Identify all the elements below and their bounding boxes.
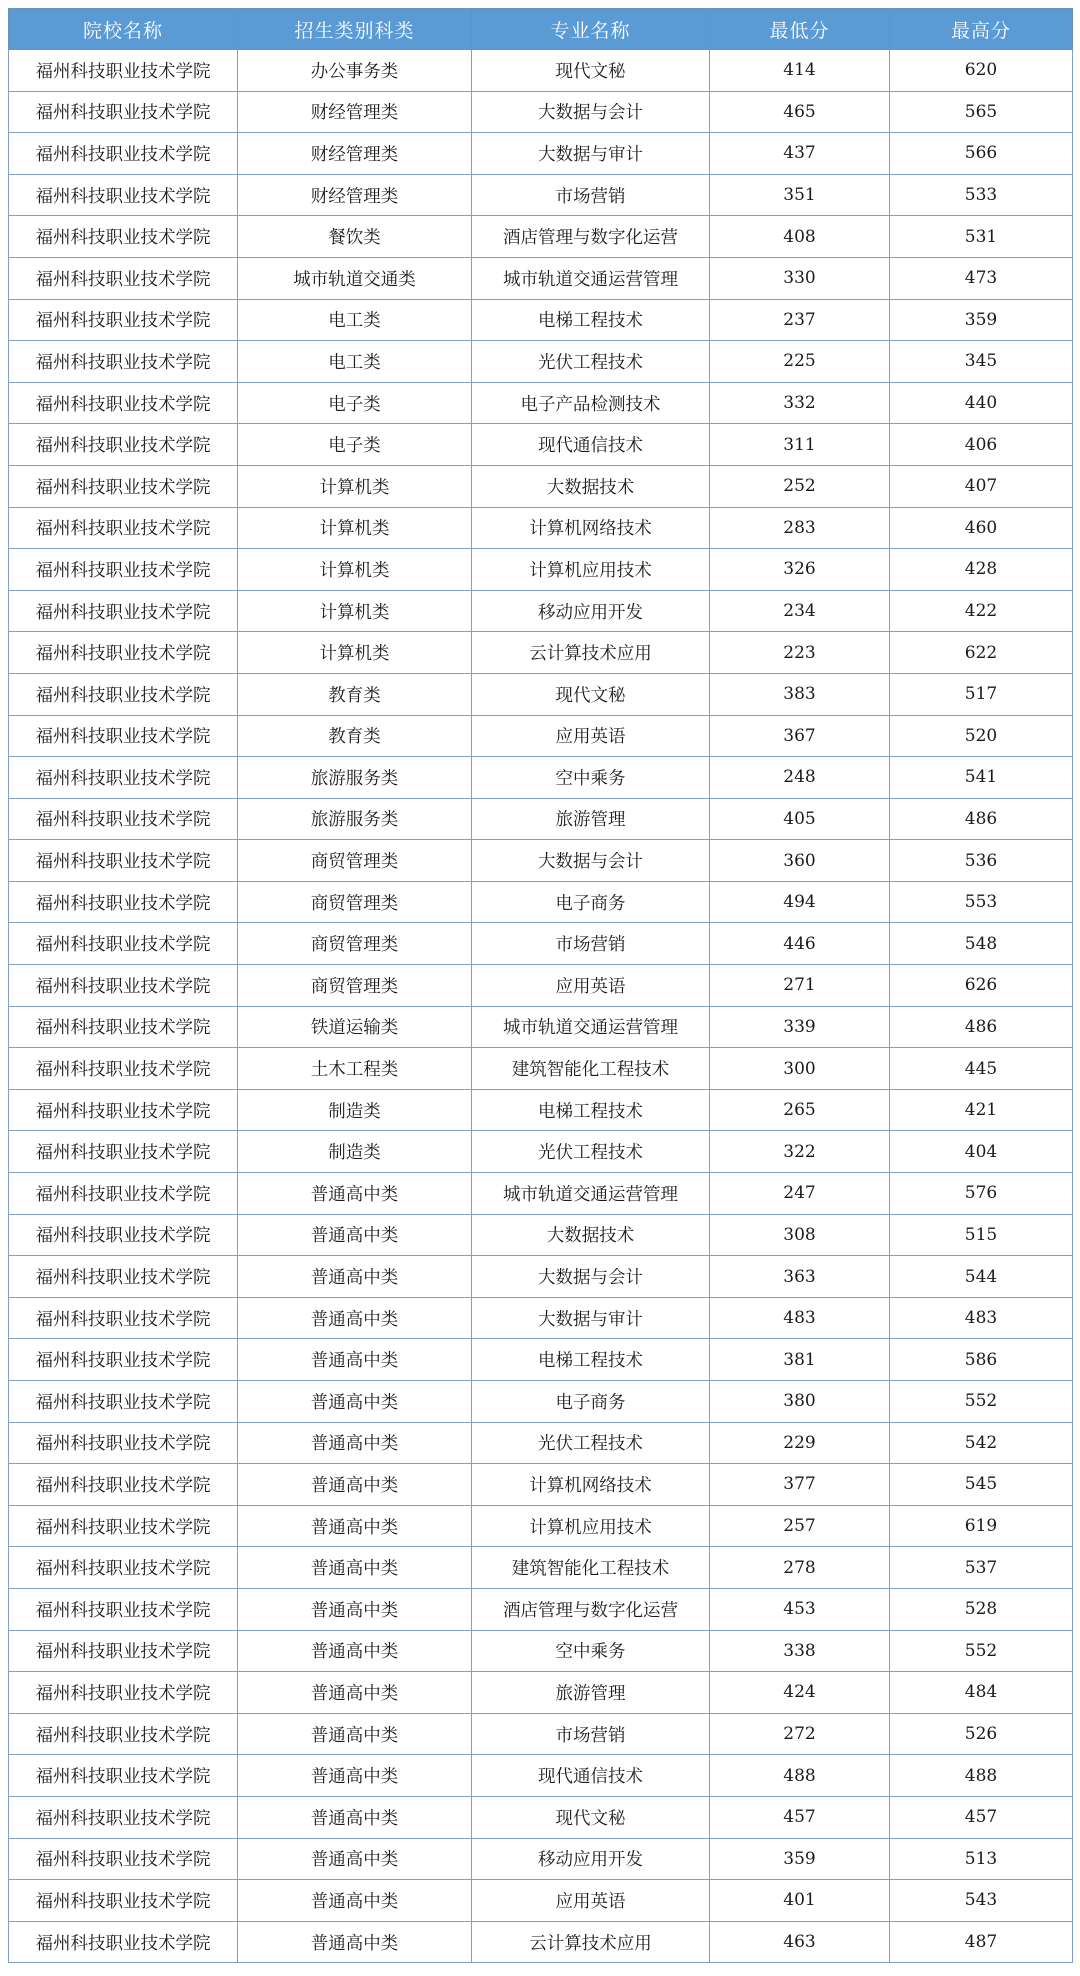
cell-min-score: 414 xyxy=(710,50,890,92)
cell-min-score: 332 xyxy=(710,382,890,424)
cell-max-score: 421 xyxy=(890,1089,1073,1131)
table-row xyxy=(9,1089,1073,1131)
cell-school-name: 福州科技职业技术学院 xyxy=(9,1588,238,1630)
cell-max-score: 526 xyxy=(890,1713,1073,1755)
cell-max-score: 552 xyxy=(890,1630,1073,1672)
cell-admission-category: 普通高中类 xyxy=(238,1214,472,1256)
cell-max-score: 486 xyxy=(890,1006,1073,1048)
cell-min-score: 465 xyxy=(710,91,890,133)
table-row xyxy=(9,1547,1073,1589)
cell-school-name: 福州科技职业技术学院 xyxy=(9,881,238,923)
cell-min-score: 424 xyxy=(710,1672,890,1714)
cell-min-score: 257 xyxy=(710,1505,890,1547)
table-row xyxy=(9,1464,1073,1506)
cell-school-name: 福州科技职业技术学院 xyxy=(9,632,238,674)
cell-major-name: 大数据与会计 xyxy=(472,1256,710,1298)
cell-max-score: 487 xyxy=(890,1921,1073,1963)
cell-max-score: 552 xyxy=(890,1381,1073,1423)
cell-min-score: 359 xyxy=(710,1838,890,1880)
cell-min-score: 308 xyxy=(710,1214,890,1256)
cell-min-score: 494 xyxy=(710,881,890,923)
cell-min-score: 225 xyxy=(710,341,890,383)
cell-school-name: 福州科技职业技术学院 xyxy=(9,1422,238,1464)
cell-min-score: 265 xyxy=(710,1089,890,1131)
cell-school-name: 福州科技职业技术学院 xyxy=(9,965,238,1007)
cell-school-name: 福州科技职业技术学院 xyxy=(9,1630,238,1672)
cell-max-score: 513 xyxy=(890,1838,1073,1880)
cell-max-score: 445 xyxy=(890,1048,1073,1090)
cell-major-name: 大数据与会计 xyxy=(472,91,710,133)
cell-min-score: 360 xyxy=(710,840,890,882)
table-row xyxy=(9,1672,1073,1714)
cell-major-name: 应用英语 xyxy=(472,1880,710,1922)
cell-school-name: 福州科技职业技术学院 xyxy=(9,1131,238,1173)
cell-school-name: 福州科技职业技术学院 xyxy=(9,549,238,591)
cell-admission-category: 普通高中类 xyxy=(238,1381,472,1423)
header-row xyxy=(9,9,1073,50)
cell-min-score: 248 xyxy=(710,757,890,799)
cell-major-name: 大数据技术 xyxy=(472,1214,710,1256)
cell-major-name: 市场营销 xyxy=(472,1713,710,1755)
table-row xyxy=(9,299,1073,341)
cell-min-score: 437 xyxy=(710,133,890,175)
cell-min-score: 380 xyxy=(710,1381,890,1423)
table-row xyxy=(9,757,1073,799)
cell-major-name: 应用英语 xyxy=(472,965,710,1007)
table-row xyxy=(9,1173,1073,1215)
cell-admission-category: 教育类 xyxy=(238,673,472,715)
cell-admission-category: 制造类 xyxy=(238,1131,472,1173)
cell-school-name: 福州科技职业技术学院 xyxy=(9,1755,238,1797)
cell-max-score: 345 xyxy=(890,341,1073,383)
cell-admission-category: 普通高中类 xyxy=(238,1630,472,1672)
table-row xyxy=(9,465,1073,507)
cell-max-score: 404 xyxy=(890,1131,1073,1173)
cell-major-name: 现代文秘 xyxy=(472,1796,710,1838)
table-row xyxy=(9,382,1073,424)
cell-max-score: 553 xyxy=(890,881,1073,923)
header-admission-category: 招生类别科类 xyxy=(238,9,472,50)
cell-major-name: 电梯工程技术 xyxy=(472,1089,710,1131)
cell-admission-category: 普通高中类 xyxy=(238,1547,472,1589)
cell-school-name: 福州科技职业技术学院 xyxy=(9,1672,238,1714)
cell-max-score: 622 xyxy=(890,632,1073,674)
cell-school-name: 福州科技职业技术学院 xyxy=(9,257,238,299)
cell-max-score: 619 xyxy=(890,1505,1073,1547)
cell-admission-category: 商贸管理类 xyxy=(238,965,472,1007)
table-row xyxy=(9,341,1073,383)
header-school-name: 院校名称 xyxy=(9,9,238,50)
cell-major-name: 光伏工程技术 xyxy=(472,1422,710,1464)
table-body xyxy=(9,50,1073,1963)
cell-admission-category: 普通高中类 xyxy=(238,1880,472,1922)
cell-min-score: 237 xyxy=(710,299,890,341)
cell-admission-category: 普通高中类 xyxy=(238,1339,472,1381)
cell-school-name: 福州科技职业技术学院 xyxy=(9,382,238,424)
cell-school-name: 福州科技职业技术学院 xyxy=(9,1880,238,1922)
cell-school-name: 福州科技职业技术学院 xyxy=(9,50,238,92)
header-min-score: 最低分 xyxy=(710,9,890,50)
table-row xyxy=(9,1339,1073,1381)
cell-major-name: 酒店管理与数字化运营 xyxy=(472,1588,710,1630)
cell-school-name: 福州科技职业技术学院 xyxy=(9,174,238,216)
table-row xyxy=(9,216,1073,258)
cell-max-score: 460 xyxy=(890,507,1073,549)
cell-max-score: 407 xyxy=(890,465,1073,507)
cell-school-name: 福州科技职业技术学院 xyxy=(9,673,238,715)
cell-admission-category: 旅游服务类 xyxy=(238,798,472,840)
table-row xyxy=(9,965,1073,1007)
cell-min-score: 488 xyxy=(710,1755,890,1797)
table-row xyxy=(9,507,1073,549)
table-row xyxy=(9,1297,1073,1339)
cell-min-score: 457 xyxy=(710,1796,890,1838)
cell-admission-category: 商贸管理类 xyxy=(238,881,472,923)
cell-min-score: 272 xyxy=(710,1713,890,1755)
cell-major-name: 现代通信技术 xyxy=(472,424,710,466)
cell-max-score: 586 xyxy=(890,1339,1073,1381)
cell-min-score: 330 xyxy=(710,257,890,299)
cell-min-score: 351 xyxy=(710,174,890,216)
cell-school-name: 福州科技职业技术学院 xyxy=(9,465,238,507)
cell-major-name: 电梯工程技术 xyxy=(472,299,710,341)
cell-admission-category: 旅游服务类 xyxy=(238,757,472,799)
cell-min-score: 405 xyxy=(710,798,890,840)
table-row xyxy=(9,549,1073,591)
table-row xyxy=(9,798,1073,840)
cell-school-name: 福州科技职业技术学院 xyxy=(9,1547,238,1589)
cell-school-name: 福州科技职业技术学院 xyxy=(9,1921,238,1963)
cell-min-score: 383 xyxy=(710,673,890,715)
cell-min-score: 338 xyxy=(710,1630,890,1672)
cell-max-score: 542 xyxy=(890,1422,1073,1464)
header-major-name: 专业名称 xyxy=(472,9,710,50)
cell-max-score: 428 xyxy=(890,549,1073,591)
cell-admission-category: 普通高中类 xyxy=(238,1173,472,1215)
cell-major-name: 移动应用开发 xyxy=(472,1838,710,1880)
cell-min-score: 271 xyxy=(710,965,890,1007)
cell-admission-category: 普通高中类 xyxy=(238,1588,472,1630)
table-row xyxy=(9,1588,1073,1630)
cell-major-name: 城市轨道交通运营管理 xyxy=(472,257,710,299)
cell-major-name: 旅游管理 xyxy=(472,798,710,840)
cell-max-score: 545 xyxy=(890,1464,1073,1506)
cell-admission-category: 电工类 xyxy=(238,341,472,383)
table-row xyxy=(9,50,1073,92)
cell-max-score: 541 xyxy=(890,757,1073,799)
cell-major-name: 建筑智能化工程技术 xyxy=(472,1048,710,1090)
cell-max-score: 359 xyxy=(890,299,1073,341)
cell-min-score: 252 xyxy=(710,465,890,507)
table-row xyxy=(9,1880,1073,1922)
cell-major-name: 市场营销 xyxy=(472,923,710,965)
cell-max-score: 473 xyxy=(890,257,1073,299)
cell-school-name: 福州科技职业技术学院 xyxy=(9,91,238,133)
cell-max-score: 544 xyxy=(890,1256,1073,1298)
cell-school-name: 福州科技职业技术学院 xyxy=(9,590,238,632)
cell-admission-category: 商贸管理类 xyxy=(238,840,472,882)
cell-admission-category: 普通高中类 xyxy=(238,1256,472,1298)
cell-school-name: 福州科技职业技术学院 xyxy=(9,133,238,175)
cell-max-score: 517 xyxy=(890,673,1073,715)
cell-min-score: 247 xyxy=(710,1173,890,1215)
cell-min-score: 339 xyxy=(710,1006,890,1048)
cell-max-score: 488 xyxy=(890,1755,1073,1797)
cell-admission-category: 财经管理类 xyxy=(238,91,472,133)
cell-school-name: 福州科技职业技术学院 xyxy=(9,1173,238,1215)
table-row xyxy=(9,1214,1073,1256)
cell-school-name: 福州科技职业技术学院 xyxy=(9,1464,238,1506)
cell-min-score: 278 xyxy=(710,1547,890,1589)
table-row xyxy=(9,590,1073,632)
cell-admission-category: 电子类 xyxy=(238,424,472,466)
table-row xyxy=(9,1713,1073,1755)
cell-admission-category: 普通高中类 xyxy=(238,1672,472,1714)
cell-min-score: 408 xyxy=(710,216,890,258)
cell-admission-category: 城市轨道交通类 xyxy=(238,257,472,299)
cell-major-name: 移动应用开发 xyxy=(472,590,710,632)
cell-admission-category: 普通高中类 xyxy=(238,1464,472,1506)
cell-admission-category: 普通高中类 xyxy=(238,1297,472,1339)
table-row xyxy=(9,923,1073,965)
cell-major-name: 计算机网络技术 xyxy=(472,507,710,549)
cell-school-name: 福州科技职业技术学院 xyxy=(9,840,238,882)
header-max-score: 最高分 xyxy=(890,9,1073,50)
table-row xyxy=(9,1048,1073,1090)
cell-school-name: 福州科技职业技术学院 xyxy=(9,1297,238,1339)
table-row xyxy=(9,1630,1073,1672)
cell-admission-category: 财经管理类 xyxy=(238,133,472,175)
cell-min-score: 223 xyxy=(710,632,890,674)
cell-major-name: 建筑智能化工程技术 xyxy=(472,1547,710,1589)
cell-admission-category: 普通高中类 xyxy=(238,1422,472,1464)
cell-max-score: 406 xyxy=(890,424,1073,466)
cell-admission-category: 计算机类 xyxy=(238,507,472,549)
cell-major-name: 旅游管理 xyxy=(472,1672,710,1714)
cell-admission-category: 普通高中类 xyxy=(238,1505,472,1547)
cell-admission-category: 电工类 xyxy=(238,299,472,341)
cell-admission-category: 财经管理类 xyxy=(238,174,472,216)
cell-major-name: 计算机应用技术 xyxy=(472,549,710,591)
cell-max-score: 515 xyxy=(890,1214,1073,1256)
cell-admission-category: 计算机类 xyxy=(238,632,472,674)
cell-max-score: 483 xyxy=(890,1297,1073,1339)
cell-major-name: 大数据技术 xyxy=(472,465,710,507)
table-row xyxy=(9,1921,1073,1963)
cell-major-name: 大数据与审计 xyxy=(472,133,710,175)
cell-max-score: 440 xyxy=(890,382,1073,424)
cell-max-score: 533 xyxy=(890,174,1073,216)
cell-major-name: 大数据与审计 xyxy=(472,1297,710,1339)
cell-major-name: 计算机网络技术 xyxy=(472,1464,710,1506)
cell-max-score: 457 xyxy=(890,1796,1073,1838)
cell-school-name: 福州科技职业技术学院 xyxy=(9,1505,238,1547)
cell-school-name: 福州科技职业技术学院 xyxy=(9,1048,238,1090)
cell-school-name: 福州科技职业技术学院 xyxy=(9,798,238,840)
cell-max-score: 531 xyxy=(890,216,1073,258)
cell-admission-category: 办公事务类 xyxy=(238,50,472,92)
cell-school-name: 福州科技职业技术学院 xyxy=(9,507,238,549)
cell-major-name: 电梯工程技术 xyxy=(472,1339,710,1381)
cell-min-score: 377 xyxy=(710,1464,890,1506)
cell-admission-category: 土木工程类 xyxy=(238,1048,472,1090)
table-row xyxy=(9,1505,1073,1547)
cell-min-score: 483 xyxy=(710,1297,890,1339)
table-row xyxy=(9,840,1073,882)
table-row xyxy=(9,1006,1073,1048)
table-row xyxy=(9,91,1073,133)
table-row xyxy=(9,881,1073,923)
cell-max-score: 536 xyxy=(890,840,1073,882)
cell-school-name: 福州科技职业技术学院 xyxy=(9,341,238,383)
cell-min-score: 401 xyxy=(710,1880,890,1922)
cell-admission-category: 计算机类 xyxy=(238,465,472,507)
cell-max-score: 486 xyxy=(890,798,1073,840)
table-row xyxy=(9,1381,1073,1423)
cell-major-name: 电子商务 xyxy=(472,1381,710,1423)
table-row xyxy=(9,1755,1073,1797)
table-row xyxy=(9,1256,1073,1298)
cell-min-score: 446 xyxy=(710,923,890,965)
cell-school-name: 福州科技职业技术学院 xyxy=(9,1089,238,1131)
cell-max-score: 548 xyxy=(890,923,1073,965)
cell-admission-category: 制造类 xyxy=(238,1089,472,1131)
cell-school-name: 福州科技职业技术学院 xyxy=(9,1838,238,1880)
cell-max-score: 537 xyxy=(890,1547,1073,1589)
cell-major-name: 市场营销 xyxy=(472,174,710,216)
cell-school-name: 福州科技职业技术学院 xyxy=(9,299,238,341)
cell-min-score: 463 xyxy=(710,1921,890,1963)
cell-min-score: 322 xyxy=(710,1131,890,1173)
cell-school-name: 福州科技职业技术学院 xyxy=(9,1256,238,1298)
table-row xyxy=(9,673,1073,715)
cell-major-name: 空中乘务 xyxy=(472,757,710,799)
cell-min-score: 229 xyxy=(710,1422,890,1464)
cell-major-name: 云计算技术应用 xyxy=(472,632,710,674)
cell-major-name: 城市轨道交通运营管理 xyxy=(472,1173,710,1215)
cell-min-score: 311 xyxy=(710,424,890,466)
cell-max-score: 484 xyxy=(890,1672,1073,1714)
cell-school-name: 福州科技职业技术学院 xyxy=(9,1796,238,1838)
cell-major-name: 计算机应用技术 xyxy=(472,1505,710,1547)
table-row xyxy=(9,632,1073,674)
cell-admission-category: 铁道运输类 xyxy=(238,1006,472,1048)
cell-min-score: 381 xyxy=(710,1339,890,1381)
cell-school-name: 福州科技职业技术学院 xyxy=(9,757,238,799)
table-row xyxy=(9,1422,1073,1464)
cell-school-name: 福州科技职业技术学院 xyxy=(9,216,238,258)
table-row xyxy=(9,1796,1073,1838)
cell-major-name: 现代通信技术 xyxy=(472,1755,710,1797)
cell-major-name: 云计算技术应用 xyxy=(472,1921,710,1963)
cell-major-name: 电子商务 xyxy=(472,881,710,923)
cell-admission-category: 电子类 xyxy=(238,382,472,424)
cell-min-score: 234 xyxy=(710,590,890,632)
cell-admission-category: 商贸管理类 xyxy=(238,923,472,965)
cell-admission-category: 教育类 xyxy=(238,715,472,757)
table-row xyxy=(9,424,1073,466)
cell-school-name: 福州科技职业技术学院 xyxy=(9,1214,238,1256)
table-row xyxy=(9,133,1073,175)
cell-admission-category: 普通高中类 xyxy=(238,1838,472,1880)
cell-min-score: 363 xyxy=(710,1256,890,1298)
cell-school-name: 福州科技职业技术学院 xyxy=(9,1381,238,1423)
cell-max-score: 566 xyxy=(890,133,1073,175)
cell-admission-category: 普通高中类 xyxy=(238,1713,472,1755)
table-row xyxy=(9,174,1073,216)
cell-min-score: 453 xyxy=(710,1588,890,1630)
cell-max-score: 528 xyxy=(890,1588,1073,1630)
cell-min-score: 367 xyxy=(710,715,890,757)
cell-school-name: 福州科技职业技术学院 xyxy=(9,715,238,757)
admission-score-table xyxy=(8,8,1073,1963)
cell-admission-category: 餐饮类 xyxy=(238,216,472,258)
cell-admission-category: 计算机类 xyxy=(238,549,472,591)
cell-admission-category: 普通高中类 xyxy=(238,1921,472,1963)
cell-school-name: 福州科技职业技术学院 xyxy=(9,1713,238,1755)
cell-major-name: 电子产品检测技术 xyxy=(472,382,710,424)
cell-min-score: 300 xyxy=(710,1048,890,1090)
cell-max-score: 422 xyxy=(890,590,1073,632)
cell-major-name: 空中乘务 xyxy=(472,1630,710,1672)
cell-max-score: 520 xyxy=(890,715,1073,757)
cell-major-name: 光伏工程技术 xyxy=(472,341,710,383)
cell-max-score: 620 xyxy=(890,50,1073,92)
cell-max-score: 576 xyxy=(890,1173,1073,1215)
cell-min-score: 283 xyxy=(710,507,890,549)
cell-major-name: 城市轨道交通运营管理 xyxy=(472,1006,710,1048)
cell-max-score: 565 xyxy=(890,91,1073,133)
table-row xyxy=(9,1131,1073,1173)
cell-major-name: 大数据与会计 xyxy=(472,840,710,882)
cell-major-name: 现代文秘 xyxy=(472,50,710,92)
table-row xyxy=(9,257,1073,299)
cell-admission-category: 计算机类 xyxy=(238,590,472,632)
cell-major-name: 光伏工程技术 xyxy=(472,1131,710,1173)
table-row xyxy=(9,715,1073,757)
cell-max-score: 543 xyxy=(890,1880,1073,1922)
cell-school-name: 福州科技职业技术学院 xyxy=(9,923,238,965)
cell-school-name: 福州科技职业技术学院 xyxy=(9,1006,238,1048)
table-header xyxy=(9,9,1073,50)
cell-major-name: 应用英语 xyxy=(472,715,710,757)
cell-major-name: 现代文秘 xyxy=(472,673,710,715)
cell-min-score: 326 xyxy=(710,549,890,591)
cell-admission-category: 普通高中类 xyxy=(238,1755,472,1797)
cell-max-score: 626 xyxy=(890,965,1073,1007)
cell-major-name: 酒店管理与数字化运营 xyxy=(472,216,710,258)
cell-admission-category: 普通高中类 xyxy=(238,1796,472,1838)
table-row xyxy=(9,1838,1073,1880)
cell-school-name: 福州科技职业技术学院 xyxy=(9,1339,238,1381)
cell-school-name: 福州科技职业技术学院 xyxy=(9,424,238,466)
